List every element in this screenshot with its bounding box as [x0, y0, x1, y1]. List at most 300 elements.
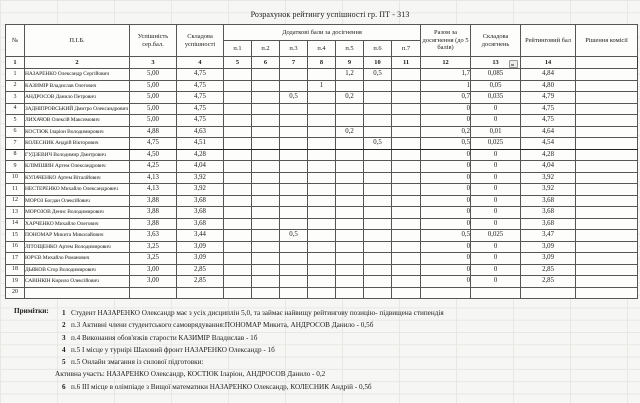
cell-student-name: ЮР'ЄВ Михайло Романович	[25, 253, 130, 265]
cell-p1	[224, 92, 252, 104]
cell-p7	[392, 287, 421, 299]
note-number: 3	[62, 333, 66, 342]
cell-total-achievements: 0	[421, 184, 471, 196]
cell-row-number: 2	[6, 80, 25, 92]
cell-rating-score: 4,28	[521, 149, 576, 161]
cell-ach-component: 0	[471, 218, 521, 230]
cell-student-name: ЗАДНІПРОВСЬКИЙ Дмитро Олександрович	[25, 103, 130, 115]
cell-p3	[280, 207, 308, 219]
cell-p6	[364, 287, 392, 299]
cell-ach-component: 0	[471, 195, 521, 207]
header-avg-component: Складова успішності	[177, 25, 224, 57]
cell-student-name: КЛІМІШИН Артем Олександрович	[25, 161, 130, 173]
cell-commission-decision	[576, 218, 638, 230]
cell-ach-component: 0	[471, 184, 521, 196]
cell-commission-decision	[576, 149, 638, 161]
cell-marker-icon	[509, 60, 518, 68]
cell-rating-score: 3,68	[521, 195, 576, 207]
header-colnumber-6: 6	[252, 57, 280, 69]
cell-rating-score: 3,92	[521, 184, 576, 196]
cell-total-achievements: 0	[421, 115, 471, 127]
cell-p1	[224, 241, 252, 253]
cell-rating-score: 4,75	[521, 115, 576, 127]
cell-avg-component: 4,28	[177, 149, 224, 161]
cell-total-achievements: 0	[421, 161, 471, 173]
cell-student-name: КОСТЮК Іларіон Володимирович	[25, 126, 130, 138]
cell-avg-component: 3,09	[177, 253, 224, 265]
table-row	[6, 161, 638, 173]
cell-ach-component: 0	[471, 149, 521, 161]
cell-p5	[336, 172, 364, 184]
cell-p1	[224, 115, 252, 127]
note-number: 4	[62, 345, 66, 354]
cell-row-number: 3	[6, 92, 25, 104]
cell-p3	[280, 276, 308, 288]
header-num: №	[6, 25, 25, 57]
cell-p2	[252, 230, 280, 242]
cell-p6	[364, 103, 392, 115]
cell-avg-component: 3,44	[177, 230, 224, 242]
cell-p4: 1	[308, 80, 336, 92]
table-row	[6, 115, 638, 127]
header-p7: п.7	[392, 41, 421, 57]
cell-avg-component: 4,75	[177, 115, 224, 127]
cell-p2	[252, 184, 280, 196]
cell-p6	[364, 92, 392, 104]
cell-avg-component: 4,63	[177, 126, 224, 138]
cell-p6	[364, 184, 392, 196]
cell-p2	[252, 103, 280, 115]
cell-total-achievements: 0	[421, 276, 471, 288]
cell-p2	[252, 161, 280, 173]
cell-p6	[364, 115, 392, 127]
cell-p5	[336, 264, 364, 276]
cell-avg-component: 3,68	[177, 218, 224, 230]
cell-total-achievements: 0	[421, 149, 471, 161]
note-line	[62, 344, 640, 356]
note-text: п.4 Виконання обов'язків старости КАЗИМІР Владислав - 1б	[71, 333, 258, 342]
cell-p1	[224, 218, 252, 230]
cell-p4	[308, 184, 336, 196]
cell-avg-component: 2,85	[177, 264, 224, 276]
cell-p2	[252, 195, 280, 207]
cell-rating-score: 3,09	[521, 253, 576, 265]
cell-rating-score: 3,68	[521, 207, 576, 219]
cell-commission-decision	[576, 92, 638, 104]
rating-table	[5, 24, 638, 299]
cell-row-number: 17	[6, 253, 25, 265]
cell-commission-decision	[576, 184, 638, 196]
cell-total-achievements: 0	[421, 195, 471, 207]
cell-commission-decision	[576, 80, 638, 92]
cell-p4	[308, 207, 336, 219]
cell-student-name: ПОНОМАР Микита Миколайович	[25, 230, 130, 242]
cell-avg-component: 4,51	[177, 138, 224, 150]
note-line	[62, 319, 640, 331]
cell-p7	[392, 126, 421, 138]
cell-p3	[280, 218, 308, 230]
cell-p2	[252, 126, 280, 138]
cell-p7	[392, 103, 421, 115]
cell-p1	[224, 172, 252, 184]
cell-p3	[280, 253, 308, 265]
cell-p2	[252, 149, 280, 161]
cell-ach-component: 0	[471, 276, 521, 288]
cell-p7	[392, 276, 421, 288]
cell-p5	[336, 218, 364, 230]
cell-avg-component: 3,09	[177, 241, 224, 253]
cell-p5	[336, 115, 364, 127]
cell-p5	[336, 195, 364, 207]
cell-commission-decision	[576, 276, 638, 288]
header-colnumber-1: 1	[6, 57, 25, 69]
cell-p2	[252, 207, 280, 219]
cell-p5	[336, 184, 364, 196]
cell-ach-component: 0,035	[471, 92, 521, 104]
cell-p4	[308, 126, 336, 138]
cell-avg-component: 3,68	[177, 195, 224, 207]
cell-p7	[392, 69, 421, 81]
note-line	[62, 307, 640, 319]
cell-p4	[308, 230, 336, 242]
note-text: Активна участь: НАЗАРЕНКО Олександр, КОСТЮК Іларіон, АНДРОСОВ Данило - 0,2	[55, 370, 326, 379]
cell-commission-decision	[576, 253, 638, 265]
cell-p5	[336, 253, 364, 265]
cell-avg-score: 4,13	[130, 184, 177, 196]
header-name: П.І.Б.	[25, 25, 130, 57]
cell-p7	[392, 80, 421, 92]
cell-p3	[280, 126, 308, 138]
cell-row-number: 15	[6, 230, 25, 242]
cell-commission-decision	[576, 195, 638, 207]
cell-p1	[224, 230, 252, 242]
cell-p7	[392, 149, 421, 161]
cell-avg-score: 3,25	[130, 241, 177, 253]
header-extra-points: Додаткові бали за досігнення	[224, 25, 421, 41]
cell-avg-score: 5,00	[130, 115, 177, 127]
cell-p5	[336, 241, 364, 253]
cell-p2	[252, 115, 280, 127]
cell-p3	[280, 287, 308, 299]
table-row	[6, 207, 638, 219]
cell-total-achievements: 0,2	[421, 126, 471, 138]
cell-total-achievements: 0	[421, 253, 471, 265]
cell-commission-decision	[576, 103, 638, 115]
cell-p6	[364, 161, 392, 173]
cell-total-achievements: 0	[421, 103, 471, 115]
cell-student-name: ЛИХАЧОВ Олексій Максимович	[25, 115, 130, 127]
cell-p6	[364, 126, 392, 138]
cell-p5	[336, 138, 364, 150]
table-row	[6, 264, 638, 276]
cell-p3: 0,5	[280, 230, 308, 242]
cell-p4	[308, 92, 336, 104]
cell-p2	[252, 218, 280, 230]
header-colnumber-11: 11	[392, 57, 421, 69]
cell-p5	[336, 276, 364, 288]
cell-commission-decision	[576, 230, 638, 242]
header-colnumber-4: 4	[177, 57, 224, 69]
cell-p4	[308, 264, 336, 276]
cell-student-name: МОРОЗ Богдан Олексійович	[25, 195, 130, 207]
cell-p1	[224, 69, 252, 81]
cell-total-achievements: 0	[421, 207, 471, 219]
cell-p4	[308, 161, 336, 173]
cell-avg-component: 3,92	[177, 172, 224, 184]
cell-p3	[280, 80, 308, 92]
cell-student-name: КАЗИМІР Владислав Олегович	[25, 80, 130, 92]
cell-total-achievements: 0	[421, 218, 471, 230]
note-number: 2	[62, 321, 66, 330]
cell-avg-component: 2,85	[177, 276, 224, 288]
cell-avg-score: 3,88	[130, 195, 177, 207]
cell-rating-score: 4,80	[521, 80, 576, 92]
cell-p7	[392, 230, 421, 242]
cell-p3	[280, 264, 308, 276]
note-text: п.3 Активні члени студентського самоврядування:ПОНОМАР Микита, АНДРОСОВ Данило - 0,5б	[71, 321, 374, 330]
header-colnumber-10: 10	[364, 57, 392, 69]
cell-avg-component: 4,75	[177, 80, 224, 92]
cell-avg-score: 4,88	[130, 126, 177, 138]
cell-rating-score: 2,85	[521, 276, 576, 288]
cell-p1	[224, 287, 252, 299]
cell-row-number: 18	[6, 264, 25, 276]
cell-avg-component: 3,92	[177, 184, 224, 196]
cell-p7	[392, 172, 421, 184]
table-row	[6, 195, 638, 207]
header-colnumber-8: 8	[308, 57, 336, 69]
cell-p7	[392, 161, 421, 173]
cell-p3	[280, 195, 308, 207]
cell-avg-component: 3,68	[177, 207, 224, 219]
cell-ach-component: 0,025	[471, 138, 521, 150]
cell-avg-score: 5,00	[130, 69, 177, 81]
cell-p7	[392, 218, 421, 230]
header-p2: п.2	[252, 41, 280, 57]
cell-rating-score: 2,85	[521, 264, 576, 276]
cell-row-number: 7	[6, 138, 25, 150]
header-total: Разом за досягнення (до 5 балів)	[421, 25, 471, 57]
table-row	[6, 92, 638, 104]
cell-ach-component: 0,05	[471, 80, 521, 92]
cell-student-name	[25, 287, 130, 299]
cell-row-number: 16	[6, 241, 25, 253]
header-colnumber-5: 5	[224, 57, 252, 69]
header-p4: п.4	[308, 41, 336, 57]
cell-p3	[280, 103, 308, 115]
cell-p6	[364, 172, 392, 184]
cell-p1	[224, 195, 252, 207]
cell-p3	[280, 115, 308, 127]
cell-ach-component: 0	[471, 115, 521, 127]
cell-rating-score: 3,47	[521, 230, 576, 242]
header-decision: Рішення комісії	[576, 25, 638, 57]
cell-total-achievements: 0	[421, 172, 471, 184]
cell-avg-component: 4,75	[177, 103, 224, 115]
cell-p6: 0,5	[364, 69, 392, 81]
cell-row-number: 19	[6, 276, 25, 288]
cell-student-name: КУЛАЧЕНКО Артем Віталійович	[25, 172, 130, 184]
header-p5: п.5	[336, 41, 364, 57]
cell-rating-score: 4,04	[521, 161, 576, 173]
table-row	[6, 276, 638, 288]
cell-student-name: ГУДЗЕВИЧ Володимир Дмитрович	[25, 149, 130, 161]
cell-p7	[392, 253, 421, 265]
cell-p7	[392, 184, 421, 196]
cell-p6: 0,5	[364, 138, 392, 150]
cell-p6	[364, 80, 392, 92]
table-row	[6, 69, 638, 81]
cell-commission-decision	[576, 115, 638, 127]
cell-avg-score: 3,63	[130, 230, 177, 242]
cell-p2	[252, 241, 280, 253]
cell-student-name: ЛІТОЩЕНКО Артем Володимирович	[25, 241, 130, 253]
table-row	[6, 287, 638, 299]
cell-p7	[392, 241, 421, 253]
cell-p5: 1,2	[336, 69, 364, 81]
header-rating: Рейтинговий бал	[521, 25, 576, 57]
note-line	[55, 368, 640, 380]
cell-p4	[308, 218, 336, 230]
cell-p3	[280, 69, 308, 81]
header-colnumber-2: 2	[25, 57, 130, 69]
cell-avg-score: 5,00	[130, 103, 177, 115]
cell-student-name: НЕСТЕРЕНКО Михайло Олександрович	[25, 184, 130, 196]
table-row	[6, 241, 638, 253]
cell-row-number: 1	[6, 69, 25, 81]
cell-p6	[364, 149, 392, 161]
cell-commission-decision	[576, 241, 638, 253]
cell-avg-score: 3,25	[130, 253, 177, 265]
table-row	[6, 184, 638, 196]
cell-p4	[308, 149, 336, 161]
cell-row-number: 10	[6, 172, 25, 184]
cell-p4	[308, 253, 336, 265]
cell-p5: 0,2	[336, 126, 364, 138]
header-colnumber-9: 9	[336, 57, 364, 69]
cell-rating-score: 4,54	[521, 138, 576, 150]
cell-commission-decision	[576, 126, 638, 138]
cell-p7	[392, 264, 421, 276]
header-p1: п.1	[224, 41, 252, 57]
note-line	[62, 356, 640, 368]
cell-p2	[252, 92, 280, 104]
cell-p7	[392, 207, 421, 219]
cell-ach-component: 0	[471, 172, 521, 184]
cell-rating-score: 4,84	[521, 69, 576, 81]
cell-p4	[308, 69, 336, 81]
cell-p5	[336, 80, 364, 92]
cell-avg-score: 4,13	[130, 172, 177, 184]
header-p6: п.6	[364, 41, 392, 57]
cell-p3	[280, 184, 308, 196]
cell-commission-decision	[576, 138, 638, 150]
cell-total-achievements: 0,7	[421, 92, 471, 104]
cell-rating-score: 3,92	[521, 172, 576, 184]
cell-avg-score: 4,75	[130, 138, 177, 150]
cell-p7	[392, 138, 421, 150]
table-row	[6, 103, 638, 115]
cell-p1	[224, 126, 252, 138]
cell-commission-decision	[576, 172, 638, 184]
cell-student-name: МОРОЗОВ Денис Володимирович	[25, 207, 130, 219]
cell-ach-component	[471, 287, 521, 299]
cell-row-number: 5	[6, 115, 25, 127]
header-colnumber-12: 12	[421, 57, 471, 69]
cell-p1	[224, 103, 252, 115]
cell-student-name: НАЗАРЕНКО Олександр Сергійович	[25, 69, 130, 81]
page-title: Розрахунок рейтингу успішності гр. ПТ - 313	[250, 10, 410, 19]
cell-p4	[308, 138, 336, 150]
cell-p2	[252, 287, 280, 299]
cell-p5	[336, 287, 364, 299]
table-row	[6, 80, 638, 92]
cell-ach-component: 0	[471, 264, 521, 276]
cell-p5	[336, 230, 364, 242]
cell-student-name: САВІНКІН Кирило Олексійович	[25, 276, 130, 288]
cell-p1	[224, 207, 252, 219]
cell-student-name: АНДРОСОВ Данило Петрович	[25, 92, 130, 104]
cell-p6	[364, 264, 392, 276]
cell-commission-decision	[576, 161, 638, 173]
cell-total-achievements: 0,5	[421, 230, 471, 242]
cell-rating-score: 3,68	[521, 218, 576, 230]
cell-avg-score	[130, 287, 177, 299]
cell-total-achievements: 0	[421, 241, 471, 253]
cell-total-achievements: 1,7	[421, 69, 471, 81]
notes-list	[55, 307, 640, 393]
cell-avg-score: 5,00	[130, 92, 177, 104]
cell-p2	[252, 264, 280, 276]
cell-p6	[364, 276, 392, 288]
note-text: п.5 І місце у турнірі Шаховий фронт НАЗАРЕНКО Олександр - 1б	[71, 345, 275, 354]
cell-avg-score: 4,25	[130, 161, 177, 173]
table-row	[6, 138, 638, 150]
cell-ach-component: 0	[471, 241, 521, 253]
cell-rating-score	[521, 287, 576, 299]
cell-p5	[336, 149, 364, 161]
cell-avg-score: 5,00	[130, 80, 177, 92]
cell-ach-component: 0,085	[471, 69, 521, 81]
cell-commission-decision	[576, 69, 638, 81]
cell-commission-decision	[576, 287, 638, 299]
cell-total-achievements: 0	[421, 264, 471, 276]
note-number: 1	[62, 309, 66, 317]
cell-p6	[364, 253, 392, 265]
table-row	[6, 172, 638, 184]
cell-row-number: 14	[6, 218, 25, 230]
cell-rating-score: 4,64	[521, 126, 576, 138]
cell-total-achievements: 1	[421, 80, 471, 92]
cell-ach-component: 0,01	[471, 126, 521, 138]
header-avg: Успішність сер.бал.	[130, 25, 177, 57]
cell-p4	[308, 103, 336, 115]
table-row	[6, 126, 638, 138]
note-number: 6	[62, 382, 66, 391]
cell-avg-score: 3,00	[130, 264, 177, 276]
cell-p2	[252, 253, 280, 265]
note-line	[62, 332, 640, 344]
cell-p4	[308, 276, 336, 288]
cell-p1	[224, 264, 252, 276]
cell-ach-component: 0	[471, 253, 521, 265]
cell-total-achievements	[421, 287, 471, 299]
cell-p2	[252, 172, 280, 184]
header-p3: п.3	[280, 41, 308, 57]
cell-commission-decision	[576, 207, 638, 219]
cell-row-number: 4	[6, 103, 25, 115]
cell-avg-component: 4,04	[177, 161, 224, 173]
